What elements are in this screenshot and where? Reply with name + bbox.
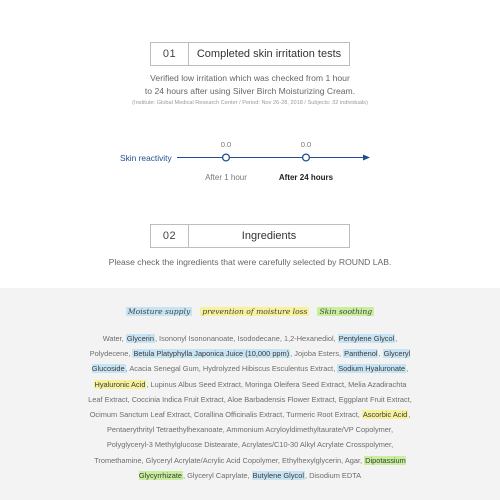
- reactivity-label: Skin reactivity: [120, 153, 172, 163]
- highlighted-ingredient: Pentylene Glycol: [338, 334, 395, 343]
- section1-description-line1: Verified low irritation which was checked from 1 hour: [150, 73, 350, 83]
- highlighted-ingredient: Hyaluronic Acid: [94, 379, 146, 389]
- ingredient-text: Water,: [102, 334, 126, 343]
- reactivity-time-label: After 24 hours: [278, 173, 334, 182]
- highlighted-ingredient: Sodium Hyaluronate: [338, 364, 406, 374]
- skin-reactivity-chart: [0, 130, 500, 190]
- section1-description-line2: to 24 hours after using Silver Birch Moisturizing Cream.: [144, 86, 356, 96]
- highlighted-ingredient: Glyceryl Glucoside: [91, 349, 411, 374]
- ingredient-list: [86, 331, 414, 483]
- ingredient-text: , Isononyl Isononanoate, Isododecane, 1,2-Hexanediol,: [154, 334, 338, 343]
- ingredient-legend: [0, 307, 500, 316]
- section2-description: Please check the ingredients that were carefully selected by ROUND LAB.: [108, 257, 392, 267]
- reactivity-value: 0.0: [220, 140, 232, 149]
- ingredient-text: , Pentaerythrityl Tetraethylhexanoate, Ammonium Acryloyldimethyltaurate/VP Copolymer, Polyglyceryl-3 Methylglucose Distearate, Acrylates/C10-30 Alkyl Acrylate Crosspolymer, Tromethamine, Glyceryl Acrylate/Acrylic Acid Copolymer, Ethylhexylglycerin, Agar,: [94, 410, 411, 465]
- ingredient-text: , Polydecene,: [89, 334, 398, 359]
- highlighted-ingredient: Dipotassium Glycyrrhizate: [138, 455, 406, 480]
- section-heading-01: [150, 42, 350, 66]
- section1-test-note: (Institute: Global Medical Research Center / Period: Nov 26-28, 2018 / Subjects: 32 individuals): [132, 100, 368, 106]
- highlighted-ingredient: Ascorbic Acid: [362, 410, 408, 420]
- legend-moisture-supply: Moisture supply: [127, 307, 191, 316]
- ingredient-text: , Acacia Senegal Gum, Hydrolyzed Hibiscus Esculentus Extract,: [125, 364, 338, 374]
- arrow-right-icon: [363, 155, 370, 161]
- reactivity-time-label: After 1 hour: [205, 173, 247, 182]
- section-title: Ingredients: [241, 230, 297, 242]
- section-number: 02: [151, 225, 189, 247]
- reactivity-point: [303, 154, 310, 161]
- ingredient-text: , Lupinus Albus Seed Extract, Moringa Oleifera Seed Extract, Melia Azadirachta Leaf Extract, Coccinia Indica Fruit Extract, Aloe Barbadensis Flower Extract, Eggplant Fruit Extract, Ocimum Sanctum Leaf Extract, Corallina Officinalis Extract, Turmeric Root Extract,: [88, 379, 412, 420]
- ingredient-text: , Glyceryl Caprylate,: [183, 470, 252, 480]
- section-title: Completed skin irritation tests: [196, 48, 342, 60]
- highlighted-ingredient: Panthenol: [344, 349, 378, 359]
- legend-skin-soothing: Skin soothing: [319, 307, 373, 316]
- section-number: 01: [151, 43, 189, 65]
- highlighted-ingredient: Butylene Glycol: [252, 470, 304, 480]
- highlighted-ingredient: Betula Platyphylla Japonica Juice (10,000 ppm): [133, 349, 290, 359]
- ingredient-text: , Disodium EDTA: [304, 470, 362, 480]
- ingredient-text: ,: [378, 349, 383, 359]
- ingredient-text: ,: [406, 364, 409, 374]
- legend-moisture-loss-prevention: prevention of moisture loss: [202, 307, 308, 316]
- ingredient-text: , Jojoba Esters,: [290, 349, 344, 359]
- highlighted-ingredient: Glycerin: [126, 334, 154, 343]
- section-heading-02: [150, 224, 350, 248]
- reactivity-value: 0.0: [300, 140, 312, 149]
- reactivity-point: [223, 154, 230, 161]
